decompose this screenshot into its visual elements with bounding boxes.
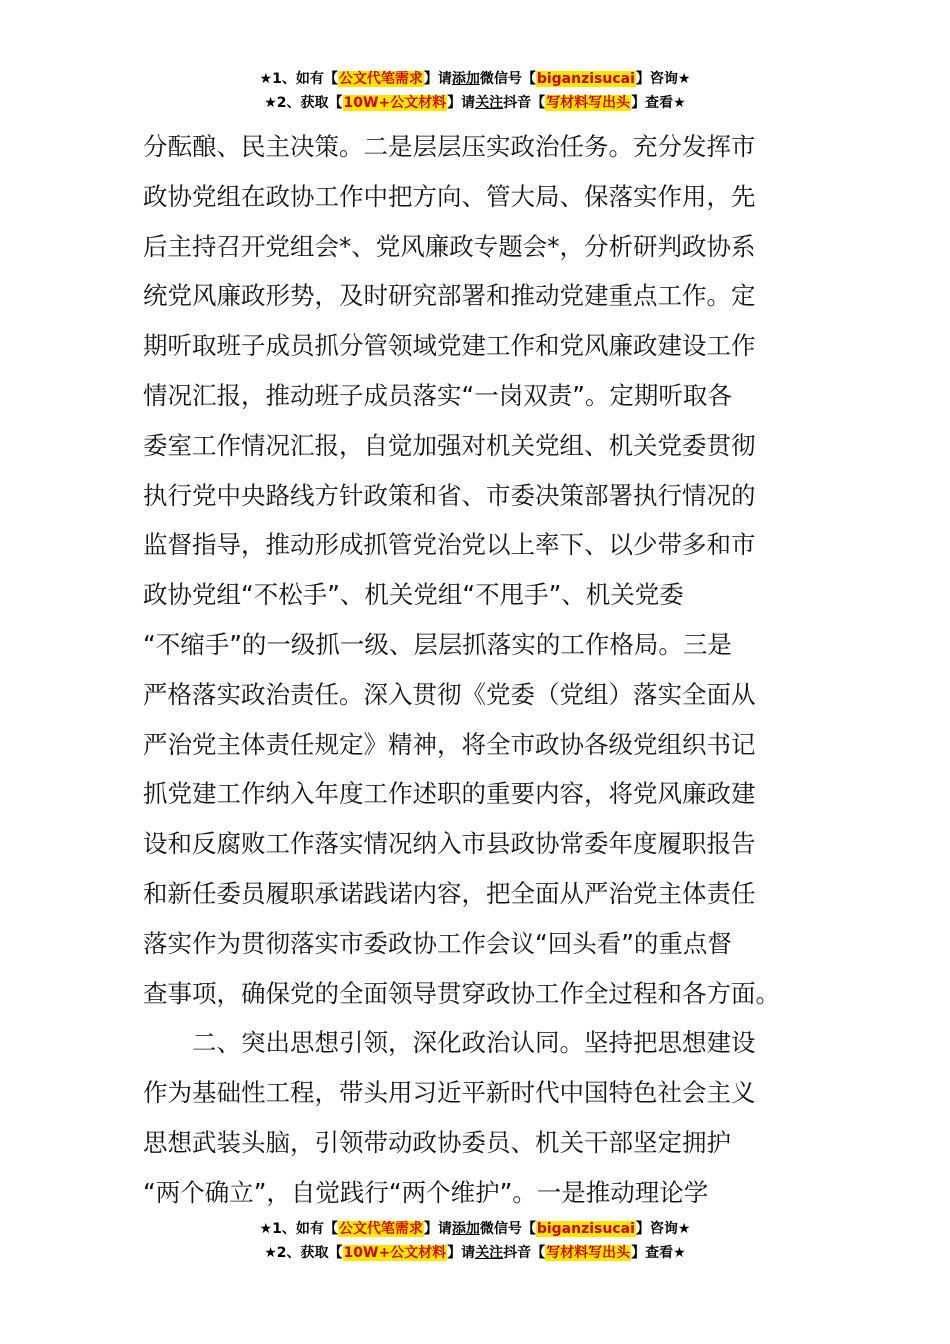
banner-text: 】请 xyxy=(447,1245,476,1261)
banner-text: 】咨询★ xyxy=(635,1221,691,1237)
banner-text: 抖音【 xyxy=(503,1245,546,1261)
bottom-banner xyxy=(0,1217,950,1265)
banner-highlight: 公文代笔需求 xyxy=(338,71,423,87)
banner-text: 】请 xyxy=(447,95,476,111)
banner-text: 微信号【 xyxy=(479,1221,536,1237)
body-line: “两个确立”，自觉践行“两个维护”。一是推动理论学 xyxy=(143,1177,709,1207)
section-heading-line: 二、突出思想引领，深化政治认同。坚持把思想建设 xyxy=(192,1028,756,1058)
banner-highlight: 写材料写出头 xyxy=(546,1245,631,1261)
body-line: 执行党中央路线方针政策和省、市委决策部署执行情况的 xyxy=(143,480,756,510)
banner-text: ★1、如有【 xyxy=(259,71,338,87)
body-line: 情况汇报，推动班子成员落实“一岗双责”。定期听取各 xyxy=(143,380,732,410)
banner-highlight: biganzisucai xyxy=(536,71,635,87)
banner-highlight: biganzisucai xyxy=(536,1221,635,1237)
banner-line-1 xyxy=(0,1217,950,1241)
body-line: “不缩手”的一级抓一级、层层抓落实的工作格局。三是 xyxy=(143,629,732,659)
banner-highlight: 公文代笔需求 xyxy=(338,1221,423,1237)
body-line: 监督指导，推动形成抓管党治党以上率下、以少带多和市 xyxy=(143,530,756,560)
banner-text: 】查看★ xyxy=(631,1245,686,1261)
banner-underlined: 添加 xyxy=(451,1221,480,1237)
banner-text: ★1、如有【 xyxy=(259,1221,338,1237)
body-line: 统党风廉政形势，及时研究部署和推动党建重点工作。定 xyxy=(143,281,756,311)
body-line: 后主持召开党组会*、党风廉政专题会*，分析研判政协系 xyxy=(143,231,756,261)
body-line: 严治党主体责任规定》精神，将全市政协各级党组织书记 xyxy=(143,729,756,759)
banner-text: 抖音【 xyxy=(503,95,546,111)
body-line: 政协党组在政协工作中把方向、管大局、保落实作用，先 xyxy=(143,181,756,211)
body-line: 委室工作情况汇报，自觉加强对机关党组、机关党委贯彻 xyxy=(143,430,756,460)
banner-text: 】查看★ xyxy=(631,95,686,111)
body-line: 落实作为贯彻落实市委政协工作会议“回头看”的重点督 xyxy=(143,928,732,958)
body-line: 政协党组“不松手”、机关党组“不甩手”、机关党委 xyxy=(143,580,684,610)
banner-text: ★2、获取【 xyxy=(264,95,343,111)
banner-underlined: 关注 xyxy=(475,1245,504,1261)
body-line: 期听取班子成员抓分管领域党建工作和党风廉政建设工作 xyxy=(143,331,756,361)
body-line: 设和反腐败工作落实情况纳入市县政协常委年度履职报告 xyxy=(143,829,756,859)
document-body xyxy=(143,122,807,1218)
body-line: 分酝酿、民主决策。二是层层压实政治任务。充分发挥市 xyxy=(143,132,756,161)
banner-highlight: 10W+公文材料 xyxy=(343,95,447,111)
body-line: 作为基础性工程，带头用习近平新时代中国特色社会主义 xyxy=(143,1078,756,1108)
body-line: 严格落实政治责任。深入贯彻《党委（党组）落实全面从 xyxy=(143,679,756,709)
body-line: 和新任委员履职承诺践诺内容，把全面从严治党主体责任 xyxy=(143,878,756,908)
banner-text: 】咨询★ xyxy=(635,71,691,87)
banner-text: 微信号【 xyxy=(479,71,536,87)
banner-line-2 xyxy=(0,1241,950,1265)
top-banner xyxy=(0,67,950,115)
banner-text: 】请 xyxy=(423,71,452,87)
banner-line-1 xyxy=(0,67,950,91)
body-line: 思想武装头脑，引领带动政协委员、机关干部坚定拥护 xyxy=(143,1127,731,1157)
banner-highlight: 10W+公文材料 xyxy=(343,1245,447,1261)
banner-highlight: 写材料写出头 xyxy=(546,95,631,111)
banner-line-2 xyxy=(0,91,950,115)
banner-underlined: 添加 xyxy=(451,71,480,87)
banner-text: 】请 xyxy=(423,1221,452,1237)
body-line: 查事项，确保党的全面领导贯穿政协工作全过程和各方面。 xyxy=(143,978,780,1008)
banner-underlined: 关注 xyxy=(475,95,504,111)
banner-text: ★2、获取【 xyxy=(264,1245,343,1261)
body-line: 抓党建工作纳入年度工作述职的重要内容，将党风廉政建 xyxy=(143,779,756,809)
